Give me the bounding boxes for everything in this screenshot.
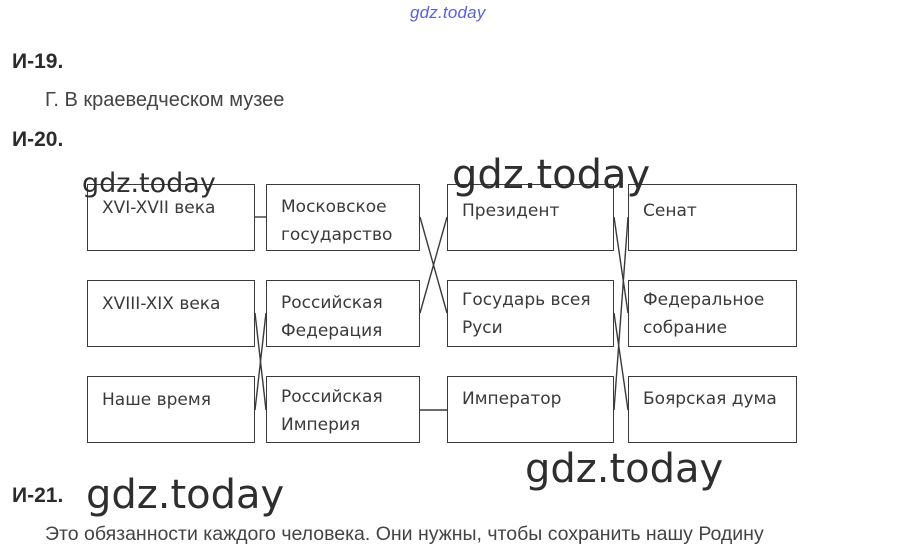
box-label: Наше время <box>102 390 211 410</box>
box-label: XVI-XVII века <box>102 198 216 218</box>
task-21-heading: И-21. <box>12 484 64 507</box>
box-label-line: Боярская дума <box>643 389 777 409</box>
box-body-3 <box>628 376 797 443</box>
box-label-line: Руси <box>462 318 503 338</box>
box-label-line: Сенат <box>643 201 697 221</box>
box-label-line: собрание <box>643 318 728 338</box>
box-body-1 <box>628 184 797 251</box>
box-label-line: Император <box>462 389 562 409</box>
box-ruler-3 <box>447 376 614 443</box>
box-ruler-2 <box>447 280 614 347</box>
link-line <box>255 313 266 410</box>
task-21-answer: Это обязанности каждого человека. Они нужны, чтобы сохранить нашу Родину <box>45 523 764 545</box>
box-label-line: Федерация <box>281 321 383 341</box>
link-line <box>614 217 628 313</box>
box-label-line: Федеральное <box>643 290 765 310</box>
box-label-line: Президент <box>462 201 560 221</box>
watermark-top: gdz.today <box>410 3 486 22</box>
watermark: gdz.today <box>525 446 724 492</box>
box-period-3 <box>87 376 255 443</box>
box-label-line: Империя <box>281 415 361 435</box>
task-19-heading: И-19. <box>12 50 64 73</box>
task-20-heading: И-20. <box>12 128 64 151</box>
box-state-3 <box>266 376 420 443</box>
box-state-2 <box>266 280 420 347</box>
box-label: XVIII-XIX века <box>102 294 221 314</box>
box-label-line: государство <box>281 225 393 245</box>
link-line <box>614 217 628 410</box>
box-label-line: Российская <box>281 293 383 313</box>
box-label-line: Московское <box>281 197 387 217</box>
link-line <box>420 217 447 313</box>
link-line <box>420 217 447 313</box>
box-label-line: Российская <box>281 387 383 407</box>
watermark: gdz.today <box>452 152 651 198</box>
box-period-2 <box>87 280 255 347</box>
task-19-answer: Г. В краеведческом музее <box>45 89 285 111</box>
box-state-1 <box>266 184 420 251</box>
watermark: gdz.today <box>86 472 285 518</box>
box-body-2 <box>628 280 797 347</box>
box-label-line: Государь всея <box>462 290 591 310</box>
link-line <box>255 313 266 410</box>
link-line <box>614 313 628 410</box>
watermark: gdz.today <box>82 168 216 199</box>
